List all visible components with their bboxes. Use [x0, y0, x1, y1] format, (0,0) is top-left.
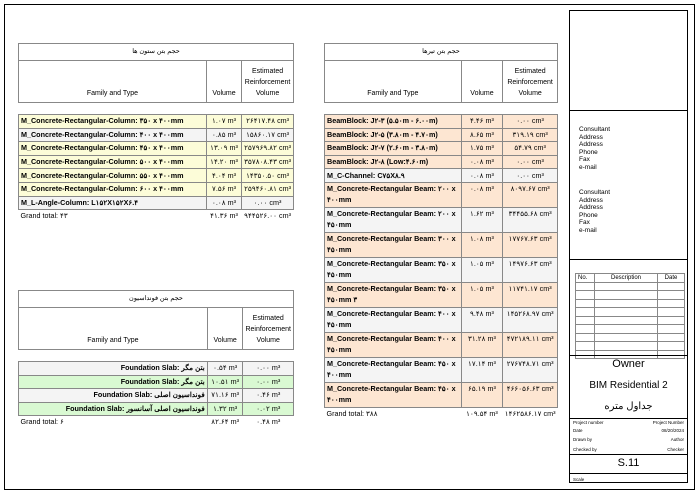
date-label: Date: [573, 428, 583, 433]
row-volume: ۰.۰۸ m³: [461, 182, 503, 207]
row-volume: ۱.۳۲ m³: [207, 402, 243, 416]
sheet-name: جداول متره: [604, 401, 653, 412]
header-volume: Volume: [206, 61, 241, 103]
row-family: M_Concrete-Rectangular-Column: ۵۵۰ x ۴۰۰mm: [19, 169, 207, 183]
header-volume: Volume: [207, 308, 243, 350]
rev-header-date: Date: [658, 274, 685, 283]
grand-total-rebar: ۰.۴۸ m³: [256, 417, 281, 427]
schedule-title: حجم بتن تیرها: [325, 44, 558, 61]
schedule-row: [19, 362, 294, 376]
row-volume: ۶۵.۱۹ m³: [461, 382, 503, 407]
row-volume: ۰.۸۵ m³: [206, 128, 241, 142]
row-volume: ۱.۰۵ m³: [461, 282, 503, 307]
header-rebar: Estimated Reinforcement Volume: [243, 308, 294, 350]
project-name: BIM Residential 2: [589, 380, 668, 391]
row-volume: ۱۴.۲۰ m³: [206, 155, 241, 169]
consultant-block-2: Consultant Address Address Phone Fax e-mail: [579, 189, 611, 234]
row-rebar: ۰.۰۰ cm³: [503, 155, 558, 169]
checked-by-value: Checker: [667, 447, 684, 452]
row-rebar: ۸۰۹۷.۶۷ cm³: [503, 182, 558, 207]
row-family: M_L-Angle-Column: L۱۵۲X۱۵۲X۶.۴: [19, 196, 207, 210]
row-family: M_Concrete-Rectangular Beam: ۲۰۰ x ۴۵۰mm: [325, 207, 462, 232]
schedule-title: حجم بتن فونداسیون: [19, 291, 294, 308]
grand-total-label: Grand total: ۶: [20, 417, 64, 427]
drawn-by-label: Drawn by: [573, 437, 593, 442]
grand-total-volume: ۸۲.۶۴ m³: [211, 417, 240, 427]
row-family: Foundation Slab: فونداسیون اصلی آسانسور: [19, 402, 208, 416]
row-rebar: ۱۴۹۷۶.۶۳ cm³: [503, 257, 558, 282]
sheet-number: S.11: [617, 457, 640, 469]
row-family: M_Concrete-Rectangular Beam: ۴۰۰ x ۴۵۰mm: [325, 332, 462, 357]
row-rebar: ۴۷۲۱۸۹.۱۱ cm³: [503, 332, 558, 357]
schedule-row: [325, 357, 558, 382]
schedule-row: [325, 307, 558, 332]
consultant-block-1: Consultant Address Address Phone Fax e-mail: [579, 126, 611, 171]
row-family: M_Concrete-Rectangular-Column: ۴۵۰ x ۴۰۰mm: [19, 142, 207, 156]
row-family: M_Concrete-Rectangular-Column: ۳۵۰ x ۴۰۰mm: [19, 115, 207, 129]
row-family: M_Concrete-Rectangular-Column: ۵۰۰ x ۴۰۰mm: [19, 155, 207, 169]
schedule-row: [325, 382, 558, 407]
schedule-row: [19, 402, 294, 416]
row-volume: ۱.۶۲ m³: [461, 207, 503, 232]
schedule-title: حجم بتن ستون ها: [19, 44, 294, 61]
row-volume: ۰.۵۴ m³: [207, 362, 243, 376]
schedule-row: [19, 155, 294, 169]
row-family: BeamBlock: J۲-۳ (۵.۵۰m - ۶.۰۰m): [325, 115, 462, 129]
row-volume: ۱۳.۰۹ m³: [206, 142, 241, 156]
row-volume: ۳۱.۲۸ m³: [461, 332, 503, 357]
grand-total-rebar: ۱۴۶۲۵۸۶.۱۷ cm³: [504, 408, 556, 418]
row-family: M_Concrete-Rectangular-Column: ۴۰۰ x ۴۰۰mm: [19, 128, 207, 142]
schedule-row: [325, 169, 558, 183]
beam-concrete-schedule: [324, 43, 558, 420]
row-family: Foundation Slab: فونداسیون اصلی: [19, 389, 208, 403]
row-volume: ۷.۵۶ m³: [206, 182, 241, 196]
row-rebar: ۲۶۴۱۷.۴۸ cm³: [242, 115, 294, 129]
row-rebar: ۱۱۷۴۱.۱۷ cm³: [503, 282, 558, 307]
row-family: BeamBlock: J۲-۸ (Low:۴.۶۰m): [325, 155, 462, 169]
row-rebar: ۰.۴۶ m³: [243, 389, 294, 403]
row-rebar: ۵۴.۷۹ cm³: [503, 142, 558, 156]
row-family: M_Concrete-Rectangular Beam: ۴۵۰ x ۴۰۰mm: [325, 357, 462, 382]
schedule-row: [19, 128, 294, 142]
grand-total-rebar: ۹۴۴۵۲۶.۰۰ cm³: [244, 211, 291, 221]
schedule-row: [19, 196, 294, 210]
row-volume: ۱.۷۵ m³: [461, 142, 503, 156]
project-number-label: Project number: [573, 420, 604, 425]
row-volume: ۰.۰۸ m³: [461, 169, 503, 183]
checked-by-label: Checked by: [573, 447, 597, 452]
row-rebar: ۳۵۷۸۰۸.۴۳ cm³: [242, 155, 294, 169]
divider: [569, 355, 688, 356]
row-family: M_Concrete-Rectangular Beam: ۳۵۰ x ۴۵۰mm ۳: [325, 282, 462, 307]
header-family: Family and Type: [19, 308, 208, 350]
row-family: M_Concrete-Rectangular-Column: ۶۰۰ x ۴۰۰mm: [19, 182, 207, 196]
row-rebar: ۰.۰۰ cm³: [503, 169, 558, 183]
row-family: Foundation Slab: بتن مگر: [19, 362, 208, 376]
row-family: M_Concrete-Rectangular Beam: ۴۵۰ x ۴۰۰mm: [325, 382, 462, 407]
schedule-row: [325, 182, 558, 207]
grand-total-label: Grand total: ۴۳: [20, 211, 68, 221]
row-volume: ۸.۶۵ m³: [461, 128, 503, 142]
grand-total-volume: ۱۰۹.۵۴ m³: [466, 408, 498, 418]
row-rebar: ۰.۰۰ cm³: [242, 196, 294, 210]
schedule-row: [19, 142, 294, 156]
row-family: M_C-Channel: C۷۵X۸.۹: [325, 169, 462, 183]
schedule-row: [325, 257, 558, 282]
row-rebar: ۱۵۸۶۰.۱۷ cm³: [242, 128, 294, 142]
row-rebar: ۴۶۶۰۵۶.۶۳ cm³: [503, 382, 558, 407]
row-volume: ۴.۴۶ m³: [461, 115, 503, 129]
foundation-concrete-schedule: [18, 290, 294, 428]
row-volume: ۹.۴۸ m³: [461, 307, 503, 332]
row-rebar: ۰.۰۰ m³: [243, 362, 294, 376]
row-volume: ۱۰.۵۱ m³: [207, 375, 243, 389]
row-family: Foundation Slab: بتن مگر: [19, 375, 208, 389]
date-value: 08/20/2024: [661, 428, 684, 433]
row-family: M_Concrete-Rectangular Beam: ۳۵۰ x ۴۵۰mm: [325, 257, 462, 282]
project-number: Project Number: [652, 420, 684, 425]
row-volume: ۱۷.۱۴ m³: [461, 357, 503, 382]
schedule-row: [325, 142, 558, 156]
row-rebar: ۰.۰۰ cm³: [503, 115, 558, 129]
row-family: M_Concrete-Rectangular Beam: ۴۰۰ x ۴۵۰mm: [325, 307, 462, 332]
header-family: Family and Type: [19, 61, 207, 103]
rev-header-no: No.: [576, 274, 595, 283]
schedule-row: [325, 128, 558, 142]
revision-table: [575, 273, 685, 359]
header-rebar: Estimated Reinforcement Volume: [503, 61, 558, 103]
row-volume: ۱.۰۵ m³: [461, 257, 503, 282]
header-rebar: Estimated Reinforcement Volume: [242, 61, 294, 103]
column-concrete-schedule: [18, 43, 294, 222]
row-rebar: ۱۴۳۵۰.۵۰ cm³: [242, 169, 294, 183]
schedule-row: [19, 115, 294, 129]
schedule-row: [325, 207, 558, 232]
row-family: BeamBlock: J۲-۷ (۲.۶۰m - ۳.۸۰m): [325, 142, 462, 156]
schedule-row: [19, 182, 294, 196]
row-rebar: ۰.۰۰ m³: [243, 375, 294, 389]
row-rebar: ۲۵۹۴۶۰.۸۱ cm³: [242, 182, 294, 196]
scale-label: Scale: [573, 477, 585, 482]
schedule-row: [325, 332, 558, 357]
row-volume: ۷۱.۱۶ m³: [207, 389, 243, 403]
rev-header-description: Description: [595, 274, 658, 283]
row-family: M_Concrete-Rectangular Beam: ۲۰۰ x ۴۰۰mm: [325, 182, 462, 207]
schedule-row: [325, 282, 558, 307]
owner-name: Owner: [612, 358, 645, 370]
schedule-row: [325, 155, 558, 169]
drawn-by-value: Author: [670, 437, 684, 442]
row-family: BeamBlock: J۲-۵ (۳.۸۰m - ۴.۷۰m): [325, 128, 462, 142]
row-volume: ۰.۰۸ m³: [206, 196, 241, 210]
schedule-row: [19, 389, 294, 403]
grand-total-label: Grand total: ۳۸۸: [326, 408, 378, 418]
header-volume: Volume: [461, 61, 503, 103]
row-volume: ۴.۰۴ m³: [206, 169, 241, 183]
row-rebar: ۳۴۴۵۵.۶۸ cm³: [503, 207, 558, 232]
row-rebar: ۲۵۷۹۶۹.۸۲ cm³: [242, 142, 294, 156]
schedule-row: [19, 169, 294, 183]
row-volume: ۰.۰۸ m³: [461, 155, 503, 169]
row-rebar: ۱۴۵۲۶۸.۹۷ cm³: [503, 307, 558, 332]
header-family: Family and Type: [325, 61, 462, 103]
row-volume: ۱.۰۸ m³: [461, 232, 503, 257]
schedule-row: [19, 375, 294, 389]
row-volume: ۱.۰۷ m³: [206, 115, 241, 129]
row-family: M_Concrete-Rectangular Beam: ۳۰۰ x ۴۵۰mm: [325, 232, 462, 257]
grand-total-volume: ۴۱.۳۶ m³: [210, 211, 238, 221]
row-rebar: ۱۷۷۶۷.۶۳ cm³: [503, 232, 558, 257]
row-rebar: ۳۱۹.۱۹ cm³: [503, 128, 558, 142]
row-rebar: ۰.۰۲ m³: [243, 402, 294, 416]
schedule-row: [325, 115, 558, 129]
schedule-row: [325, 232, 558, 257]
row-rebar: ۲۷۶۷۴۸.۷۱ cm³: [503, 357, 558, 382]
